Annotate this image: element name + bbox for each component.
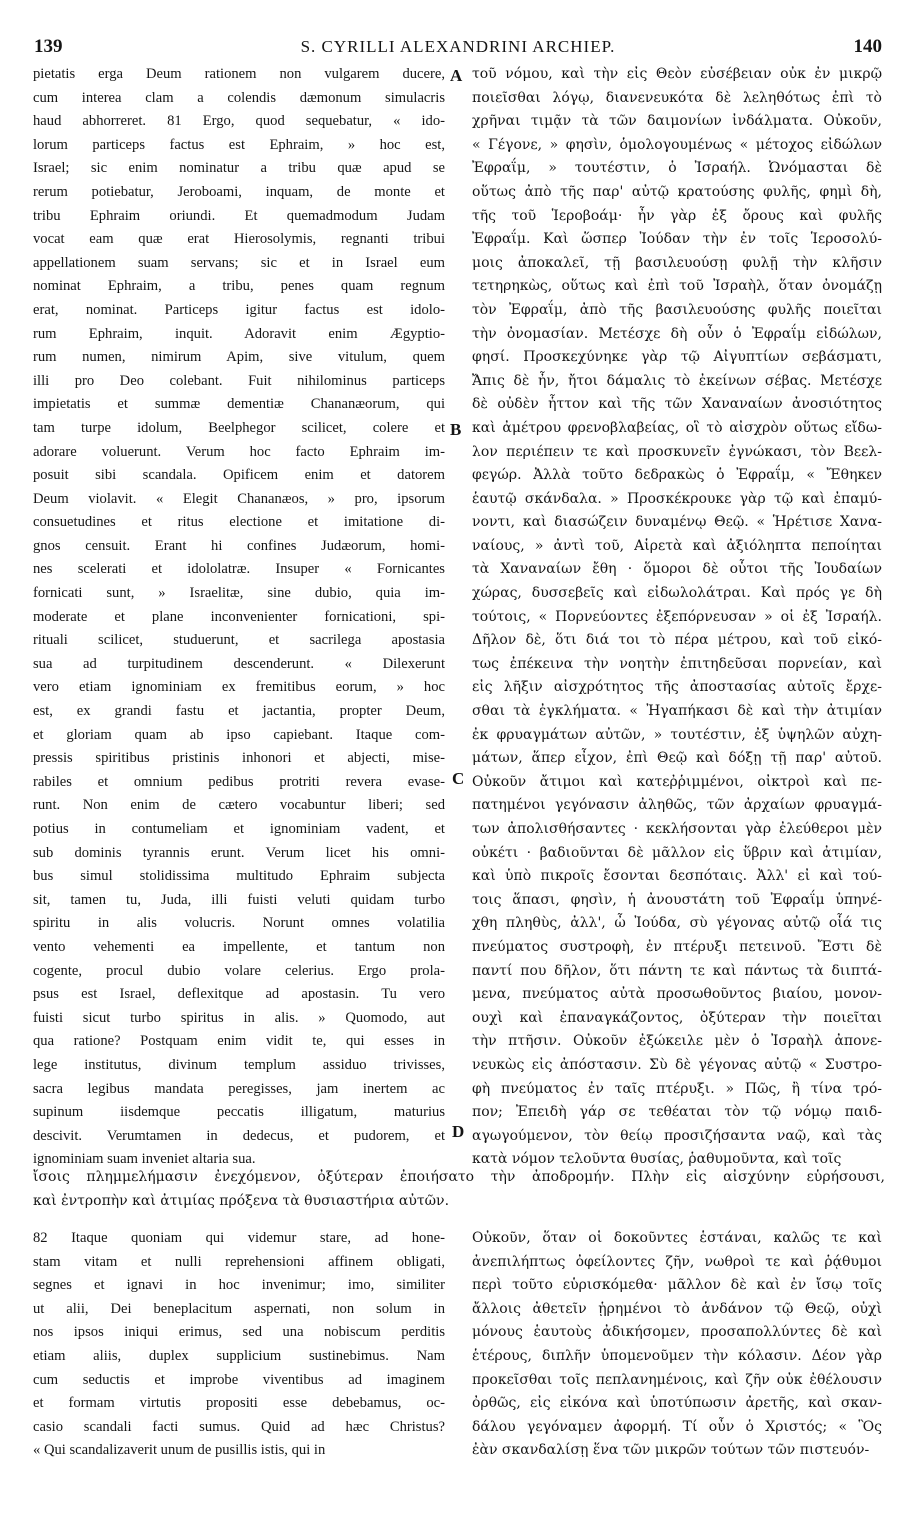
latin-text-line: spiritu in alis volucris. Norunt omnes volatilia [33,915,445,932]
greek-text-line: καὶ ἐντροπὴν καὶ ἀτιμίας πρόξενα τὰ θυσιαστήρια αὐτῶν. [33,1192,450,1209]
latin-column-top [33,63,445,1172]
greek-text-line: καὶ ἀμέτρου φρενοβλαβείας, οἳ τὸ αἰσχρὸν οὕτως εἴδω- [472,419,882,436]
greek-text-line: τούτοις, « Πορνεύοντες ἐξεπόρνευσαν » οἱ ἐξ Ἰσραήλ. [472,608,882,625]
latin-text-line: cum seductis et improbe viventibus ad imaginem [33,1371,445,1388]
latin-text-line: psus est Israel, deflexitque ad apostasin. Tu vero [33,986,445,1003]
latin-text-line: rerum potiebatur, Jeroboami, inquam, de monte et [33,183,445,200]
greek-text-line: τὴν ὀνομασίαν. Μετέσχε δὴ οὖν ὁ Ἐφραΐμ εἰδώλων, [472,325,882,342]
latin-text-line: Deum violavit. « Elegit Chananæos, » pro, ipsorum [33,490,445,507]
latin-text-line: casio scandali facti sumus. Quid ad hæc Christus? [33,1418,445,1435]
greek-text-line: τοις ἅπασι, φησὶν, ἡ ἀνουστάτη τοῦ Ἐφραΐμ ὑπηνέ- [472,891,882,908]
greek-text-line: δάλου γεγόναμεν ἀφορμή. Τί οὖν ὁ Χριστός; « Ὃς [472,1418,882,1435]
greek-text-line: κατὰ νόμον τελοῦντα θυσίας, ῥαθυμοῦντα, καὶ τοῖς [472,1151,842,1168]
latin-text-line: adorare voluerunt. Verum hoc facto Ephraim im- [33,443,445,460]
greek-text-line: Ἐφραΐμ. Καὶ ὥσπερ Ἰούδαν τὴν ἐν τοῖς Ἱεροσολύ- [472,231,882,248]
greek-text-line: τὰ Χαναναίων ἔθη · ὅμοροι δὲ οὗτοι τῆς Ἰουδαίων [472,561,882,578]
greek-text-line: χρῆναι τιμᾷν τὰ τῶν δαιμονίων ἰνδάλματα. Οὐκοῦν, [472,113,882,130]
greek-full-width-lines [33,1166,885,1213]
latin-text-line: sacra legibus mandata peregisses, jam inertem ac [33,1080,445,1097]
latin-text-line: pietatis erga Deum rationem non vulgarem ducere, [33,66,445,82]
latin-text-line: ignominiam suam inveniet altaria sua. [33,1151,256,1168]
latin-text-line: haud abhorreret. 81 Ergo, quod sequebatur, « ido- [33,113,445,130]
margin-marker-b: B [450,420,462,439]
greek-text-line: οὐκέτι · βαδιοῦνται δὲ μᾶλλον εἰς ὕβριν καὶ ἀτιμίαν, [472,844,882,861]
greek-text-line: νευκὼς εἰς ἀπόστασιν. Σὺ δὲ γέγονας αὐτῷ « Συστρο- [472,1056,882,1073]
greek-text-line: Δῆλον δὲ, ὅτι διά τοι τὸ πέρα μέτρου, καὶ τοῦ εἰκό- [472,632,882,649]
greek-text-line: μάτων, ἅπερ εἶχον, ἐπὶ Θεῷ καὶ δόξῃ τῇ παρ' αὐτοῦ. [472,750,882,767]
latin-text-line: lege institutus, divinum templum assiduo trivisses, [33,1056,445,1073]
greek-text-line: ἄλλοις ἀθετεῖν ᾑρημένοι τὸ ἁνδάνον τῷ Θεῷ, οὐχὶ [472,1300,882,1317]
latin-text-line: nominat Ephraim, a tribu, penes quam regnum [33,278,445,295]
latin-text-line: cogente, procul dubio volare celerius. Ergo prola- [33,962,445,979]
greek-text-line: ἐὰν σκανδαλίσῃ ἕνα τῶν μικρῶν τούτων τῶν πιστευόν- [472,1442,870,1459]
latin-text-line: gnos censuit. Erant hi confines Judæorum, homi- [33,537,445,554]
greek-text-line: Ἄπις δὲ ἦν, ἤτοι δάμαλις τὸ ἐκείνων σέβας. Μετέσχε [472,372,882,389]
latin-text-line: fornicati sunt, » Israelitæ, sine dubio, quia im- [33,585,445,602]
page-number-right: 140 [853,36,882,57]
latin-text-line: cum interea clam a colendis dæmonum simulacris [33,89,445,106]
latin-text-line: sub dominis tyrannis erunt. Verum licet his omni- [33,844,445,861]
greek-text-line: καὶ ὑπὸ πικροῖς ἔσονται δεσπόταις. Ἀλλ' εἰ καὶ τού- [472,868,882,885]
latin-text-line: pressis spiritibus pristinis inhonori et abjecti, mise- [33,750,445,767]
margin-marker-c: C [452,769,465,788]
greek-text-line: τῆς τοῦ Ἱεροβοάμ· ἦν γὰρ ἐξ ὄρους καὶ φυλῆς [472,207,882,224]
greek-text-line: ὀρθῶς, εἰς εἰκόνα καὶ ὑποτύπωσιν ἀρετῆς, καὶ σκαν- [472,1395,882,1412]
latin-text-line: tribu Ephraim oriundi. Et quemadmodum Judam [33,207,445,224]
greek-text-line: μενα, πνεύματος αὐτὰ προσωθοῦντος βιαίου, μονον- [472,986,882,1003]
latin-text-line: Israel; sic enim nominatur a tribu quæ apud se [33,160,445,177]
greek-text-line: Οὐκοῦν ἄτιμοι καὶ κατεῤῥιμμένοι, οἰκτροὶ καὶ πε- [472,773,882,790]
latin-text-line: est, ex grandi fastu et jactantia, propter Deum, [33,703,445,720]
latin-text-line: segnes et ignavi in hoc invenimur; imo, similiter [33,1277,445,1294]
latin-text-line: posuit sibi scandala. Opificem enim et datorem [33,467,445,484]
greek-column-top [472,63,882,1172]
greek-text-line: ἴσοις πλημμελήμασιν ἐνεχόμενον, ὀξύτεραν ἐποιήσατο τὴν ἀποδρομήν. Πλὴν εἰς αἰσχύνην εὑρήσουσι, [33,1169,885,1185]
greek-text-line: αγωγούμενον, τὸν θείῳ προσιζήσαντα ναῷ, καὶ τὰς [472,1127,882,1144]
latin-text-line: et gloriam quam ab ipso capiebant. Itaque com- [33,726,445,743]
latin-text-line: ut alii, Dei beneplacitum aspernati, non solum in [33,1300,445,1317]
latin-text-line: appellationem suam servans; sic et in Israel eum [33,254,445,271]
greek-text-line: πατημένοι γεγόνασιν ἀληθῶς, τῶν ἀρχαίων φρυαγμά- [472,797,882,814]
latin-text-line: supinum iisdemque peccatis illigatum, maturius [33,1104,445,1121]
latin-text-line: lorum particeps factus est Ephraim, » hoc est, [33,136,445,153]
running-title: S. CYRILLI ALEXANDRINI ARCHIEP. [300,37,616,56]
greek-text-line: δὲ οὐδὲν ἧττον καὶ τῆς τῶν Χαναναίων ἀνοσιότητος [472,396,882,413]
latin-text-line: vero etiam ignominiam ex fremitibus eorum, » hoc [33,679,445,696]
greek-text-line: Οὐκοῦν, ὅταν οἱ δοκοῦντες ἑστάναι, καλῶς τε καὶ [472,1230,882,1246]
latin-column-bottom [33,1227,445,1463]
latin-text-line: fuisti sicut turbo spiritus in alis. » Quomodo, aut [33,1009,445,1026]
margin-marker-a: A [450,66,463,85]
greek-text-line: των ἀπολισθήσαντες · κεκλήσονται γὰρ ἐλεύθεροι μὲν [472,821,882,837]
page-number-left: 139 [34,36,63,57]
greek-text-line: ἐκ φρυαγμάτων αὐτῶν, » τουτέστιν, ἐξ ὑψηλῶν αὐχη- [472,726,882,743]
greek-text-line: χώρας, δυσσεβεῖς καὶ εἰδωλολάτραι. Καὶ πρός γε δὴ [472,585,882,602]
greek-text-line: τοῦ νόμου, καὶ τὴν εἰς Θεὸν εὐσέβειαν οὐκ ἐν μικρῷ [472,66,882,82]
latin-text-line: stam vitam et nulli reprehensioni affinem obligati, [33,1253,445,1270]
latin-text-line: etiam aliis, duplex supplicium sustinebimus. Nam [33,1347,445,1364]
latin-text-line: consuetudines et ritus electione et imitatione di- [33,514,445,531]
latin-text-line: nes scelerati et idololatræ. Insuper « Fornicantes [33,561,445,578]
margin-marker-d: D [452,1122,465,1141]
greek-text-line: ἑαυτῷ σκάνδαλα. » Προσκέκρουκε γὰρ τῷ καὶ ἐπαμύ- [472,490,882,507]
latin-text-line: rituali scilicet, studuerunt, et sacrilega apostasia [33,632,445,649]
greek-text-line: παντί που δῆλον, ὅτι πάντη τε καὶ πάντως τὰ διιπτά- [472,962,882,979]
greek-text-line: προκεῖσθαι τοῖς πεπλανημένοις, καὶ ζῆν οὐκ ἐθέλουσιν [472,1371,882,1388]
greek-text-line: μοις ἀποκαλεῖ, τῇ βασιλευούσῃ φυλῇ τὴν κλῆσιν [472,254,882,271]
greek-text-line: ἑτέρους, διπλῆν ὑπομενοῦμεν τὴν κόλασιν. Δέον γὰρ [472,1347,882,1364]
latin-text-line: rum numen, nimirum Apim, sive vitulum, quem [33,349,445,366]
latin-text-line: potius in contumeliam et ignominiam vadent, et [33,821,445,837]
latin-text-line: sit, tamen tu, Juda, illi fuisti veluti quidam turbo [33,891,445,908]
greek-text-line: πον; Ἐπειδὴ γάρ σε τεθέαται τὸν τῷ νόμῳ παιδ- [472,1104,882,1121]
greek-text-line: οὕτως ἀπὸ τῆς παρ' αὐτῷ κρατούσης φυλῆς, φημὶ δὴ, [472,183,882,200]
greek-text-line: μόνους ἑαυτοὺς ἀδικήσομεν, προσαπολλύντες δὲ καὶ [472,1324,882,1341]
greek-text-line: Ἐφραΐμ, » τουτέστιν, ὁ Ἰσραήλ. Ὠνόμασται δὲ [472,160,882,177]
greek-text-line: εἰς λῆξιν αἰσχρότητος τῆς ἀποστασίας αὐτοῖς ἔρχε- [472,679,882,696]
greek-text-line: χθη πληθὺς, ἀλλ', ὦ Ἰούδα, σὺ γέγονας αὐτῷ οἷά τις [472,915,882,932]
latin-text-line: descivit. Verumtamen in dedecus, et pudorem, et [33,1127,445,1144]
greek-text-line: φὴ πνεύματος ἐν ταῖς πτέρυξι. » Πῶς, ἢ τίνα τρό- [472,1080,882,1097]
latin-text-line: et formam virtutis propositi esse debebamus, oc- [33,1395,445,1412]
greek-text-line: τὴν πτῆσιν. Οὐκοῦν ἐξώκειλε μὲν ὁ Ἰσραὴλ ἀπονε- [472,1033,882,1050]
greek-text-line: ναίους, » ἀντὶ τοῦ, Αἱρετὰ καὶ ἀξιόληπτα πεποίηται [472,537,882,554]
latin-text-line: bus simul stolidissima multitudo Ephraim subjecta [33,868,445,885]
latin-text-line: rum Ephraim, inquit. Adoravit enim Ægyptio- [33,325,445,342]
latin-text-line: qua ratione? Postquam enim vidit te, qui esses in [33,1033,445,1050]
latin-text-line: nos ipsos iniqui erimus, sed una nobiscum perditis [33,1324,445,1341]
latin-text-line: vocat eam quæ erat Hierosolymis, regnanti tribui [33,231,445,248]
greek-text-line: φεγώρ. Ἀλλὰ τοῦτο δεδρακὼς ὁ Ἐφραΐμ, « Ἔθηκεν [472,467,882,484]
latin-text-line: sua ad turpitudinem descenderunt. « Dilexerunt [33,655,445,672]
latin-text-line: moderate et plane inconvenienter fornicationi, spi- [33,608,445,625]
latin-text-line: impietatis et summæ dementiæ Chananæorum, qui [33,396,445,413]
greek-text-line: λον περιέπειν τε καὶ προσκυνεῖν ἐγνώκασι, τὸν Βεελ- [472,443,882,460]
greek-text-line: « Γέγονε, » φησὶν, ὁμολογουμένως « μέτοχος εἰδώλων [472,136,882,153]
greek-text-line: περὶ τοῦτο εὑρισκόμεθα· μᾶλλον δὲ καὶ ἐν ἴσῳ τοῖς [472,1277,882,1294]
latin-text-line: 82 Itaque quoniam qui videmur stare, ad hone- [33,1230,445,1246]
latin-text-line: vento vehementi ea impellente, et tantum non [33,938,445,955]
latin-text-line: rabiles et omnium pedibus protriti revera evase- [33,773,445,790]
greek-text-line: ουχὶ καὶ ἐπαναγκάζοντος, ὀξύτεραν τὴν ποιεῖται [472,1009,882,1026]
latin-text-line: illi pro Deo colebant. Fuit nihilominus particeps [33,372,445,389]
latin-text-line: runt. Non enim de cætero vocabuntur liberi; sed [33,797,445,814]
greek-text-line: τὸν Ἐφραΐμ, ἀπὸ τῆς βασιλευούσης φυλῆς ποιεῖται [472,301,882,318]
greek-text-line: τως ἐπέκεινα τὴν νοητὴν ἐπιτηδεῦσαι πορνείαν, καὶ [472,655,882,672]
page-header [34,36,882,60]
greek-text-line: ποιεῖσθαι λόγῳ, διανενευκότα δὲ λεληθότως ἐπὶ τὸ [472,89,882,106]
latin-text-line: « Qui scandalizaverit unum de pusillis istis, qui in [33,1442,326,1459]
greek-column-bottom [472,1227,882,1463]
greek-text-line: σθαι τὰ ἐγκλήματα. « Ἠγαπήκασι δὲ καὶ τὴν ἀτιμίαν [472,703,882,720]
greek-text-line: πνεύματος συστροφὴ, ἐν πτέρυξι πετεινοῦ. Ἔστι δὲ [472,938,882,955]
greek-text-line: φησί. Προσκεχύνηκε γὰρ τῷ Αἰγυπτίων σεβάσματι, [472,349,882,366]
greek-text-line: ἀνεπιλήπτως ὀφείλοντες ζῆν, νωθροὶ τε καὶ ῥᾴθυμοι [472,1253,882,1270]
greek-text-line: νοντι, καὶ διασώζειν δυναμένῳ Θεῷ. « Ἡρέτισε Χανα- [472,514,882,531]
latin-text-line: tam turpe idolum, Beelphegor scilicet, colere et [33,419,445,436]
greek-text-line: τετηρηκὼς, οὕτως καὶ ἐπὶ τοῦ Ἰσραὴλ, ὅταν ὀνομάζῃ [472,278,882,295]
latin-text-line: erat, nominat. Particeps igitur factus est idolo- [33,301,445,318]
